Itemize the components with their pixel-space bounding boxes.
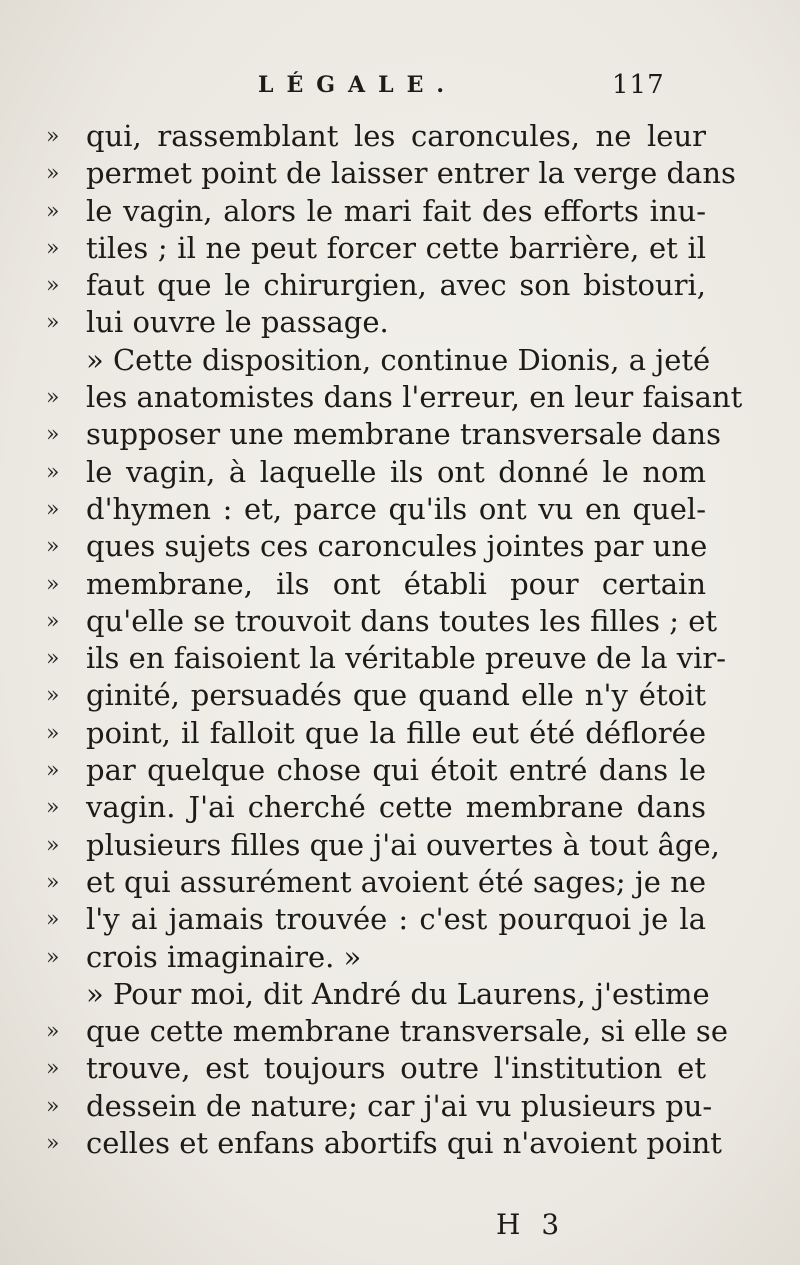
quote-mark: »	[46, 571, 60, 597]
quote-mark: »	[46, 534, 60, 560]
line-text: vagin. J'ai cherché cette membrane dans	[86, 790, 706, 825]
page-header	[0, 72, 800, 108]
line-text: permet point de laisser entrer la verge dans	[86, 156, 736, 191]
text-line	[46, 640, 727, 677]
running-head: LÉGALE.	[258, 72, 457, 98]
text-line	[46, 566, 706, 603]
quote-mark: »	[46, 124, 60, 149]
quote-mark: »	[46, 608, 60, 634]
line-text: les anatomistes dans l'erreur, en leur faisant	[86, 380, 743, 415]
line-text: et qui assurément avoient été sages; je ne	[86, 864, 707, 899]
text-line	[46, 1013, 728, 1050]
text-line	[46, 230, 706, 267]
line-text: que cette membrane transversale, si elle se	[86, 1014, 728, 1049]
line-text: membrane, ils ont établi pour certain	[86, 566, 706, 601]
quote-mark: »	[46, 1131, 60, 1157]
line-text: qu'elle se trouvoit dans toutes les filles ; et	[86, 603, 718, 638]
line-text: plusieurs filles que j'ai ouvertes à tout âge,	[86, 827, 720, 862]
line-text: crois imaginaire. »	[86, 939, 362, 974]
text-line	[46, 752, 706, 789]
line-text: supposer une membrane transversale dans	[86, 417, 721, 452]
line-text: faut que le chirurgien, avec son bistouri,	[86, 268, 706, 303]
signature-mark: H 3	[496, 1208, 566, 1241]
text-line	[46, 1125, 722, 1162]
quote-mark: »	[46, 310, 60, 336]
line-text: » Pour moi, dit André du Laurens, j'estime	[86, 976, 710, 1011]
text-line	[46, 976, 710, 1013]
text-line	[46, 901, 706, 938]
quote-mark: »	[46, 720, 60, 746]
text-line	[46, 193, 706, 230]
quote-mark: »	[46, 496, 60, 522]
line-text: le vagin, alors le mari fait des efforts inu-	[86, 193, 706, 228]
quote-mark: »	[46, 161, 60, 187]
line-text: d'hymen : et, parce qu'ils ont vu en quel-	[86, 491, 706, 526]
line-text: lui ouvre le passage.	[86, 305, 389, 340]
text-line	[46, 603, 718, 640]
quote-mark: »	[46, 385, 60, 411]
body-text	[46, 118, 743, 1162]
text-line	[46, 864, 707, 901]
quote-mark: »	[46, 198, 60, 224]
text-line	[46, 155, 736, 192]
line-text: point, il falloit que la fille eut été déflorée	[86, 715, 706, 750]
text-line	[46, 491, 706, 528]
text-line	[46, 827, 720, 864]
line-text: tiles ; il ne peut forcer cette barrière, et il	[86, 230, 706, 265]
line-text: qui, rassemblant les caroncules, ne leur	[86, 119, 706, 153]
quote-mark: »	[46, 869, 60, 895]
text-line	[46, 677, 706, 714]
line-text: dessein de nature; car j'ai vu plusieurs pu-	[86, 1088, 713, 1123]
line-text: par quelque chose qui étoit entré dans le	[86, 753, 706, 788]
text-line	[46, 118, 706, 155]
quote-mark: »	[46, 1093, 60, 1119]
text-line	[46, 1088, 713, 1125]
quote-mark: »	[46, 1019, 60, 1045]
quote-mark: »	[46, 1056, 60, 1082]
text-line	[46, 1050, 706, 1087]
text-line	[46, 416, 721, 453]
text-line	[46, 304, 676, 341]
line-text: » Cette disposition, continue Dionis, a jeté	[86, 342, 711, 377]
page-number: 117	[612, 70, 665, 100]
line-text: ginité, persuadés que quand elle n'y étoit	[86, 678, 706, 713]
text-line	[46, 379, 743, 416]
line-text: le vagin, à laquelle ils ont donné le nom	[86, 454, 706, 489]
quote-mark: »	[46, 683, 60, 709]
text-line	[46, 267, 706, 304]
quote-mark: »	[46, 273, 60, 299]
quote-mark: »	[46, 758, 60, 784]
line-text: ques sujets ces caroncules jointes par une	[86, 529, 708, 564]
quote-mark: »	[46, 459, 60, 485]
quote-mark: »	[46, 944, 60, 970]
quote-mark: »	[46, 235, 60, 261]
quote-mark: »	[46, 907, 60, 933]
text-line	[46, 939, 676, 976]
quote-mark: »	[46, 422, 60, 448]
text-line	[46, 342, 711, 379]
quote-mark: »	[46, 646, 60, 672]
quote-mark: »	[46, 795, 60, 821]
quote-mark: »	[46, 832, 60, 858]
text-line	[46, 454, 706, 491]
line-text: celles et enfans abortifs qui n'avoient point	[86, 1126, 722, 1161]
text-line	[46, 528, 708, 565]
text-line	[46, 789, 706, 826]
line-text: ils en faisoient la véritable preuve de la vir-	[86, 641, 727, 676]
line-text: l'y ai jamais trouvée : c'est pourquoi je la	[86, 902, 706, 937]
line-text: trouve, est toujours outre l'institution et	[86, 1051, 706, 1086]
text-line	[46, 715, 706, 752]
